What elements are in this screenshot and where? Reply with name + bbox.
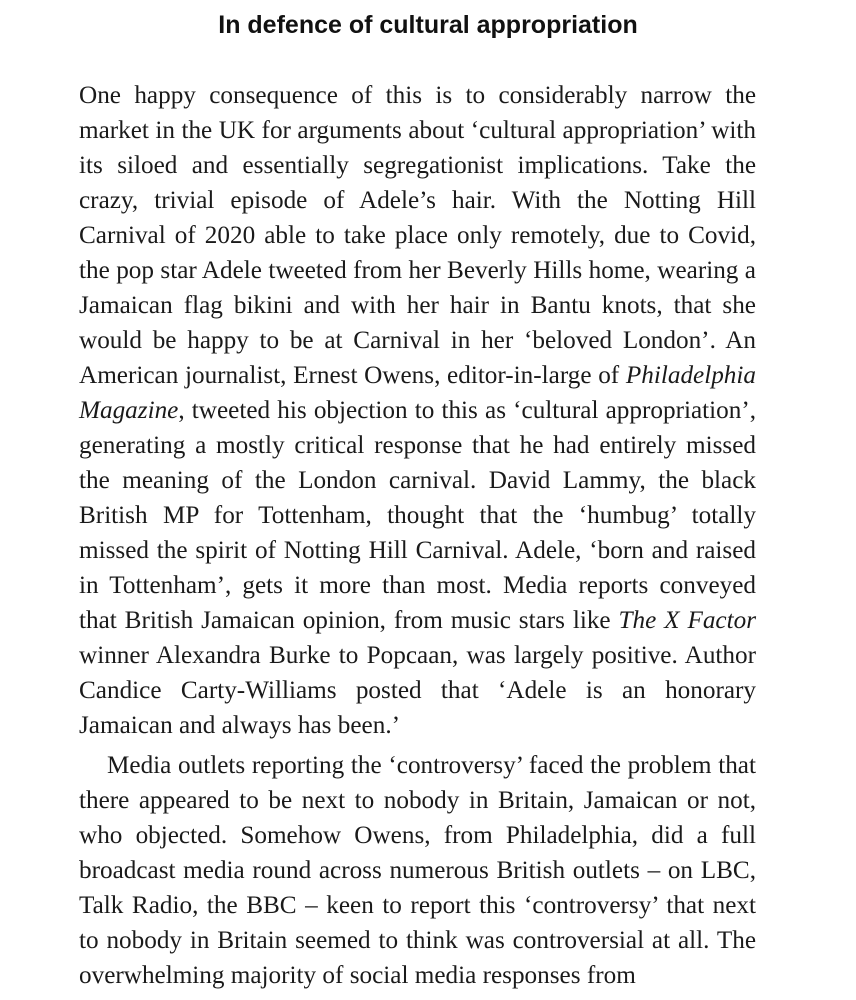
paragraph-1 (79, 78, 756, 743)
paragraph-2 (79, 748, 756, 993)
text-segment: Media outlets reporting the ‘controversy’ faced the problem that there appeared to be next to nobody in Britain, Jamaican or not, who objected. Somehow Owens, from Philadelphia, did a full broadcast media round across numerous British outlets – on LBC, Talk Radio, the BBC – keen to report this ‘controversy’ that next to nobody in Britain seemed to think was controversial at all. The overwhelming majority of social media responses from (79, 752, 756, 989)
body-text (79, 78, 756, 998)
text-segment: One happy consequence of this is to considerably narrow the market in the UK for arguments about ‘cultural appropriation’ with its siloed and essentially segregationist implications. Take the crazy, trivial episode of Adele’s hair. With the Notting Hill Carnival of 2020 able to take place only remotely, due to Covid, the pop star Adele tweeted from her Beverly Hills home, wearing a Jamaican flag bikini and with her hair in Bantu knots, that she would be happy to be at Carnival in her ‘beloved London’. An American journalist, Ernest Owens, editor-in-large of (79, 82, 756, 389)
magazine-title: Philadelphia Magazine (79, 362, 756, 424)
text-segment: winner Alexandra Burke to Popcaan, was largely positive. Author Candice Carty-Williams posted that ‘Adele is an honorary Jamaican and always has been.’ (79, 642, 756, 739)
show-title: The X Factor (618, 607, 756, 634)
text-segment: , tweeted his objection to this as ‘cultural appropriation’, generating a mostly critical response that he had entirely missed the meaning of the London carnival. David Lammy, the black British MP for Tottenham, thought that the ‘humbug’ totally missed the spirit of Notting Hill Carnival. Adele, ‘born and raised in Tottenham’, gets it more than most. Media reports conveyed that British Jamaican opinion, from music stars like (79, 397, 756, 634)
page-heading: In defence of cultural appropriation (218, 11, 638, 39)
